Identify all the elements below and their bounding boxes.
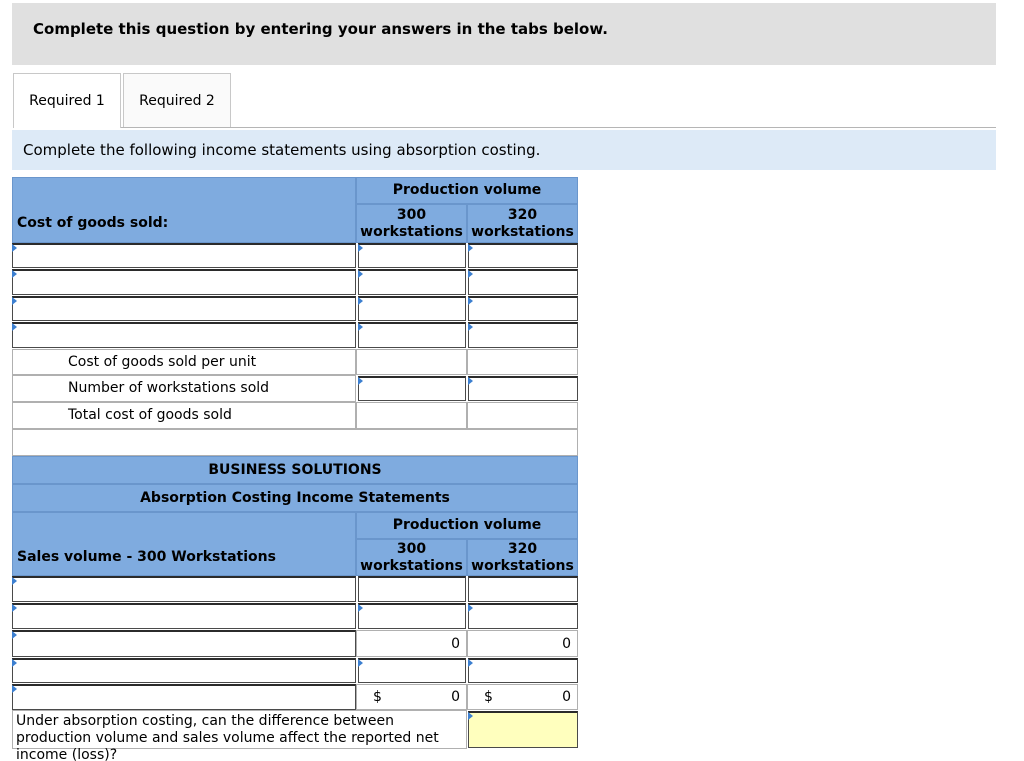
cogs-line3-col2-input[interactable] — [468, 296, 578, 321]
input-marker-icon — [358, 297, 363, 305]
cogs-production-volume: Production volume — [392, 182, 542, 198]
input-marker-icon — [12, 577, 17, 585]
question-banner — [12, 3, 996, 65]
cogs-per-unit-label: Cost of goods sold per unit — [68, 354, 257, 370]
income-net-col1-currency: $ — [373, 689, 382, 705]
input-marker-icon — [468, 297, 473, 305]
income-col1-qty: 300 — [396, 541, 427, 557]
cogs-units-sold-col2-input[interactable] — [468, 376, 578, 401]
income-line4-col1-input[interactable] — [358, 658, 466, 683]
cogs-line2-col1-input[interactable] — [358, 269, 466, 295]
tab-required-1[interactable] — [13, 73, 121, 128]
cogs-total-label-cell — [12, 402, 356, 429]
input-marker-icon — [12, 270, 17, 278]
cogs-line1-col2-input[interactable] — [468, 243, 578, 268]
cogs-units-sold-col1-input[interactable] — [358, 376, 466, 401]
income-net-col1 — [356, 684, 467, 710]
cogs-col2-unit: workstations — [471, 224, 574, 240]
input-marker-icon — [358, 270, 363, 278]
cogs-row-label: Cost of goods sold: — [17, 215, 169, 231]
income-line2-col1-input[interactable] — [358, 603, 466, 629]
income-col2-qty: 320 — [507, 541, 538, 557]
sales-volume-label: Sales volume - 300 Workstations — [17, 549, 276, 565]
tab-required-2-label: Required 2 — [139, 92, 215, 109]
income-line1-col2-input[interactable] — [468, 576, 578, 602]
input-marker-icon — [468, 377, 473, 385]
income-line4-label-input[interactable] — [12, 658, 356, 683]
income-col1-unit: workstations — [360, 558, 463, 574]
cogs-per-unit-col2 — [467, 349, 578, 375]
income-production-volume-cell — [356, 512, 578, 539]
income-statement-table — [12, 456, 578, 761]
spacer-row — [12, 429, 578, 456]
cogs-col2-header — [467, 204, 578, 243]
company-name-cell — [12, 456, 578, 484]
cogs-units-sold-label-cell — [12, 375, 356, 402]
input-marker-icon — [12, 685, 17, 693]
income-subtotal-col2 — [467, 630, 578, 657]
income-col1-header — [356, 539, 467, 576]
income-line1-col1-input[interactable] — [358, 576, 466, 602]
cogs-line1-label-input[interactable] — [12, 243, 356, 268]
cogs-line4-col1-input[interactable] — [358, 322, 466, 348]
absorption-answer-select[interactable] — [468, 711, 578, 748]
input-marker-icon — [12, 297, 17, 305]
cogs-line2-col2-input[interactable] — [468, 269, 578, 295]
input-marker-icon — [358, 244, 363, 252]
income-header-label-cell — [12, 512, 356, 576]
input-marker-icon — [468, 604, 473, 612]
input-marker-icon — [468, 323, 473, 331]
banner-title: Complete this question by entering your answers in the tabs below. — [33, 20, 608, 38]
input-marker-icon — [12, 604, 17, 612]
instruction-text: Complete the following income statements using absorption costing. — [23, 141, 541, 159]
income-subtotal-col1 — [356, 630, 467, 657]
cogs-total-label: Total cost of goods sold — [68, 407, 232, 423]
input-marker-icon — [468, 659, 473, 667]
input-marker-icon — [12, 323, 17, 331]
cogs-per-unit-label-cell — [12, 349, 356, 375]
input-marker-icon — [358, 323, 363, 331]
input-marker-icon — [358, 377, 363, 385]
cogs-line2-label-input[interactable] — [12, 269, 356, 295]
cogs-units-sold-label: Number of workstations sold — [68, 380, 270, 396]
cogs-line1-col1-input[interactable] — [358, 243, 466, 268]
company-name: BUSINESS SOLUTIONS — [208, 462, 382, 478]
income-net-col2-currency: $ — [484, 689, 493, 705]
input-marker-icon — [12, 659, 17, 667]
input-marker-icon — [468, 270, 473, 278]
input-marker-icon — [12, 244, 17, 252]
input-marker-icon — [358, 604, 363, 612]
statement-title-cell — [12, 484, 578, 512]
income-line4-col2-input[interactable] — [468, 658, 578, 683]
income-line2-label-input[interactable] — [12, 603, 356, 629]
tab-required-1-label: Required 1 — [29, 93, 105, 109]
income-col2-header — [467, 539, 578, 576]
instruction-bar — [12, 130, 996, 170]
income-production-volume: Production volume — [392, 517, 542, 533]
cogs-table — [12, 177, 578, 429]
cogs-total-col1 — [356, 402, 467, 429]
income-net-col1-value: 0 — [451, 689, 460, 705]
input-marker-icon — [12, 631, 17, 639]
income-subtotal-col2-value: 0 — [562, 636, 571, 652]
input-marker-icon — [358, 659, 363, 667]
cogs-col1-unit: workstations — [360, 224, 463, 240]
cogs-line4-col2-input[interactable] — [468, 322, 578, 348]
absorption-question-text: Under absorption costing, can the difference between production volume and sales volume affect the reported net income (loss)? — [16, 713, 439, 761]
cogs-line3-col1-input[interactable] — [358, 296, 466, 321]
input-marker-icon — [468, 712, 473, 720]
tab-divider — [121, 127, 996, 128]
income-col2-unit: workstations — [471, 558, 574, 574]
cogs-header-label-cell — [12, 177, 356, 243]
absorption-question-cell — [12, 710, 467, 761]
tab-required-2[interactable] — [123, 73, 231, 128]
input-marker-icon — [468, 244, 473, 252]
cogs-col1-header — [356, 204, 467, 243]
income-subtotal-col1-value: 0 — [451, 636, 460, 652]
cogs-line3-label-input[interactable] — [12, 296, 356, 321]
cogs-total-col2 — [467, 402, 578, 429]
income-line3-label-input[interactable] — [12, 630, 356, 657]
cogs-col2-qty: 320 — [507, 207, 538, 223]
income-line2-col2-input[interactable] — [468, 603, 578, 629]
cogs-production-volume-cell — [356, 177, 578, 204]
income-net-label-input[interactable] — [12, 684, 356, 710]
cogs-line4-label-input[interactable] — [12, 322, 356, 348]
income-net-col2 — [467, 684, 578, 710]
income-net-col2-value: 0 — [562, 689, 571, 705]
statement-title: Absorption Costing Income Statements — [140, 490, 450, 506]
cogs-per-unit-col1 — [356, 349, 467, 375]
cogs-col1-qty: 300 — [396, 207, 427, 223]
income-line1-label-input[interactable] — [12, 576, 356, 602]
